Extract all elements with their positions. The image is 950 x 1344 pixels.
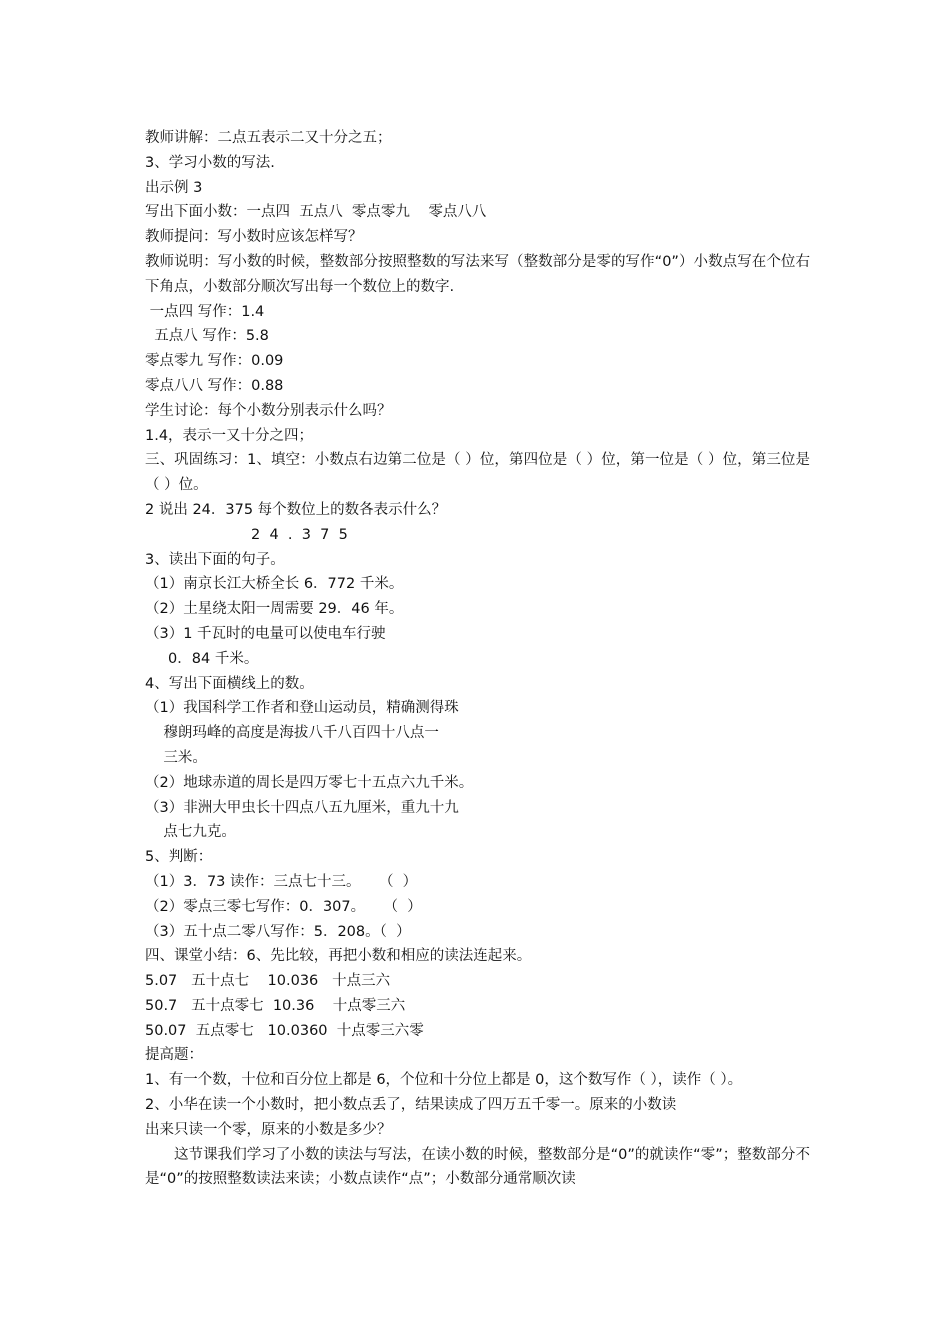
text-line: 5.07 五十点七 10.036 十点三六 (145, 973, 391, 990)
text-line: （3）五十点二零八写作：5．208。（ ） (145, 923, 411, 940)
text-line: （1）我国科学工作者和登山运动员，精确测得珠 (145, 700, 459, 717)
text-line: 教师讲解：二点五表示二又十分之五； (145, 130, 392, 146)
text-line: （2）零点三零七写作：0．307。 （ ） (145, 898, 422, 915)
text-line: 2、小华在读一个小数时，把小数点丢了，结果读成了四万五千零一。原来的小数读 (145, 1097, 677, 1114)
text-line: 这节课我们学习了小数的读法与写法，在读小数的时候，整数部分是“0”的就读作“零”；整数部分不是“0”的按照整数读法来读；小数点读作“点”；小数部分通常顺次读 (145, 1146, 810, 1188)
text-line: 3、读出下面的句子。 (145, 551, 285, 568)
text-line: （3）非洲大甲虫长十四点八五九厘米，重九十九 (145, 799, 459, 816)
text-line: 4、写出下面横线上的数。 (145, 675, 314, 692)
text-line: 穆朗玛峰的高度是海拔八千八百四十八点一 (145, 725, 439, 742)
text-line: （2）土星绕太阳一周需要 29．46 年。 (145, 601, 404, 618)
text-line: 2 4 . 3 7 5 (145, 526, 348, 543)
text-line: 出示例 3 (145, 179, 203, 196)
text-line: 教师提问：写小数时应该怎样写？ (145, 229, 363, 246)
text-line: （2）地球赤道的周长是四万零七十五点六九千米。 (145, 774, 474, 791)
text-line: 1.4，表示一又十分之四； (145, 427, 314, 444)
text-line: 50.07 五点零七 10.0360 十点零三六零 (145, 1022, 424, 1039)
text-line: （1）南京长江大桥全长 6．772 千米。 (145, 576, 404, 593)
text-line: 点七九克。 (145, 824, 236, 841)
text-line: 50.7 五十点零七 10.36 十点零三六 (145, 997, 406, 1014)
text-line: 0．84 千米。 (145, 650, 259, 667)
text-line: （3）1 千瓦时的电量可以使电车行驶 (145, 625, 386, 642)
text-line: 教师说明：写小数的时候，整数部分按照整数的写法来写（整数部分是零的写作“0”）小数点写在个位右下角点，小数部分顺次写出每一个数位上的数字. (145, 253, 810, 295)
text-line: 一点四 写作：1.4 (145, 303, 265, 320)
text-line: 5、判断： (145, 849, 213, 866)
text-line: 3、学习小数的写法. (145, 154, 275, 171)
text-line: 四、课堂小结：6、先比较，再把小数和相应的读法连起来。 (145, 948, 532, 965)
text-line: 五点八 写作：5.8 (145, 328, 269, 345)
text-line: 三米。 (145, 749, 207, 766)
document-page (145, 126, 810, 1192)
text-line: 学生讨论：每个小数分别表示什么吗？ (145, 402, 392, 419)
text-line: 三、巩固练习：1、填空：小数点右边第二位是（ ）位，第四位是（ ）位，第一位是（ ）位，第三位是（ ）位。 (145, 452, 810, 494)
text-line: （1）3．73 读作：三点七十三。 （ ） (145, 873, 418, 890)
text-line: 出来只读一个零，原来的小数是多少？ (145, 1121, 392, 1138)
text-line: 2 说出 24．375 每个数位上的数各表示什么？ (145, 501, 447, 518)
text-line: 零点八八 写作：0.88 (145, 377, 284, 394)
text-line: 1、有一个数，十位和百分位上都是 6，个位和十分位上都是 0，这个数写作（ ），读作（ ）。 (145, 1072, 743, 1089)
text-line: 写出下面小数：一点四 五点八 零点零九 零点八八 (145, 204, 487, 221)
text-line: 提高题： (145, 1047, 203, 1064)
text-line: 零点零九 写作：0.09 (145, 353, 284, 370)
